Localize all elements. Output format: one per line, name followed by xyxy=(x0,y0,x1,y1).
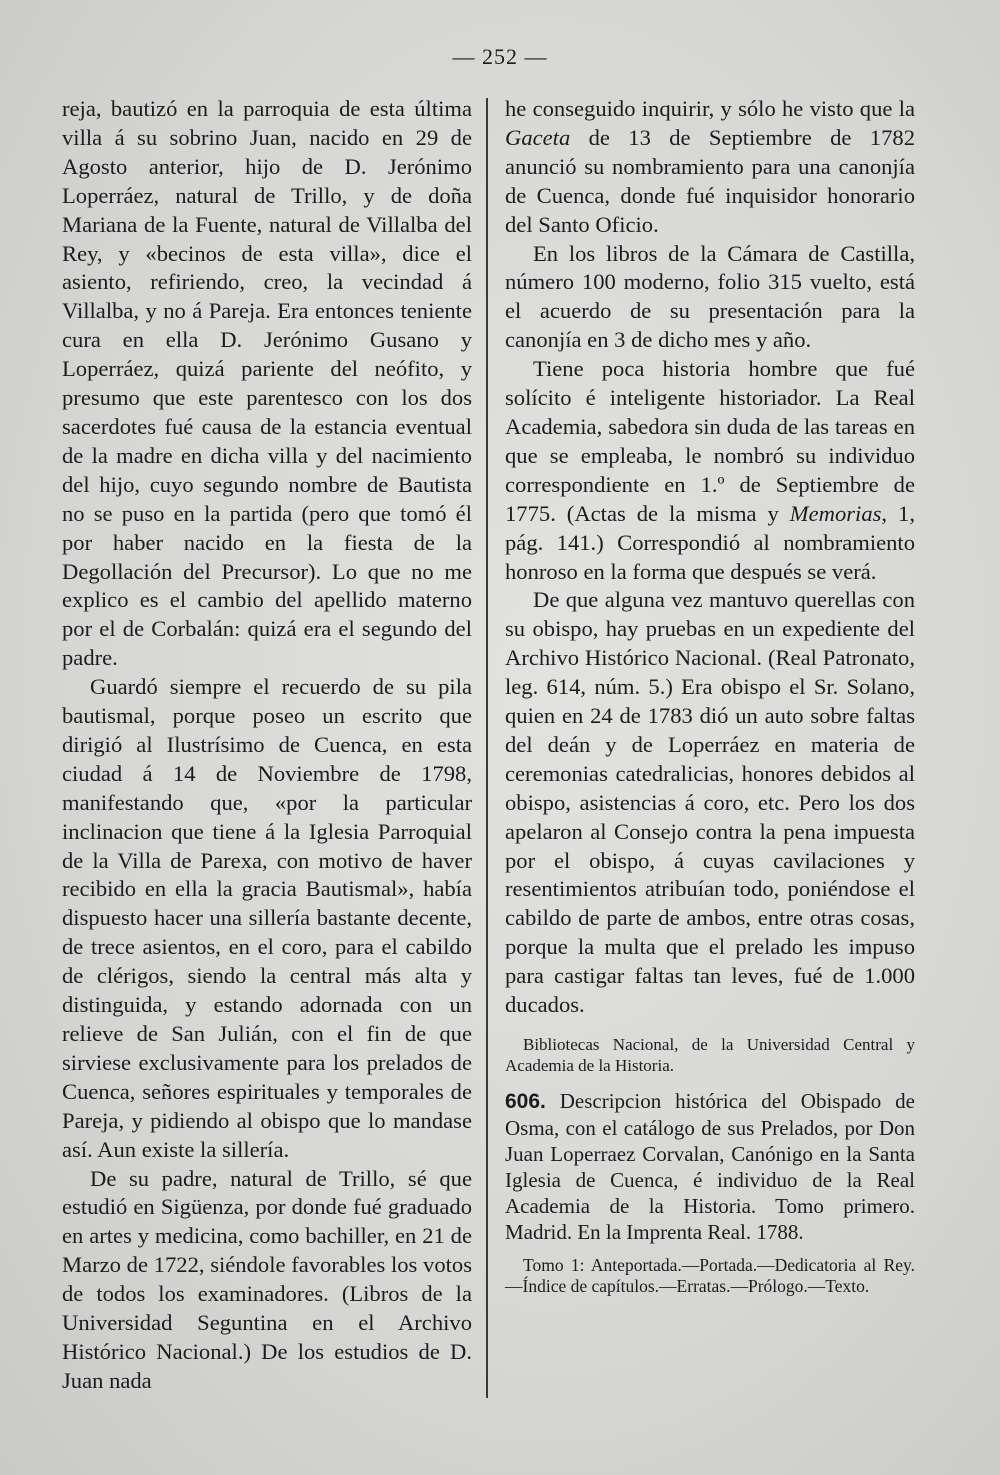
right-paragraph-2: En los libros de la Cámara de Castilla, número 100 moderno, folio 315 vuelto, está el acuerdo de su presentación para la canonjía en 3 de dicho mes y año. xyxy=(505,240,915,353)
right-p3-text-a: Tiene poca historia hombre que fué solícito é inteligente historiador. La Real Academia, sabedora sin duda de las tareas en que se empleaba, le nombró su individuo correspondiente en 1.º de Septiembre de 1775. (Actas de la misma y xyxy=(505,356,915,526)
right-p3-text-b: , 1, pág. 141.) Correspondió al nombramiento honroso en la forma que después se verá. xyxy=(505,500,915,584)
left-paragraph-3: De su padre, natural de Trillo, sé que estudió en Sigüenza, por donde fué graduado en artes y medicina, como bachiller, en 21 de Marzo de 1722, siéndole favorables los votos de todos los examinadores. (Libros de la Universidad Seguntina en el Archivo Histórico Nacional.) De los estudios de D. Juan nada xyxy=(62,1165,472,1393)
right-column xyxy=(505,95,915,1297)
volume-contents: Tomo 1: Anteportada.—Portada.—Dedicatoria al Rey.—Índice de capítulos.—Erratas.—Prólogo.—Texto. xyxy=(505,1255,915,1296)
entry-number: 606. xyxy=(505,1090,546,1113)
entry-text: Descripcion histórica del Obispado de Osma, con el catálogo de sus Prelados, por Don Juan Loperraez Corvalan, Canónigo en la Santa Iglesia de Cuenca, é individuo de la Real Academia de la Historia. Tomo primero. Madrid. En la Imprenta Real. 1788. xyxy=(505,1089,915,1244)
right-p1-text-a: he conseguido inquirir, y sólo he visto que la xyxy=(505,96,915,121)
library-sources: Bibliotecas Nacional, de la Universidad Central y Academia de la Historia. xyxy=(505,1035,915,1075)
left-paragraph-1: reja, bautizó en la parroquia de esta última villa á su sobrino Juan, nacido en 29 de Agosto anterior, hijo de D. Jerónimo Loperráez, natural de Trillo, y de doña Mariana de la Fuente, natural de Villalba del Rey, y «becinos de esta villa», dice el asiento, refiriendo, creo, la vecindad á Villalba, y no á Pareja. Era entonces teniente cura en ella D. Jerónimo Gusano y Loperráez, quizá pariente del neófito, y presumo que este parentesco con los dos sacerdotes fué causa de la estancia eventual de la madre en dicha villa y del nacimiento del hijo, cuyo segundo nombre de Bautista no se puso en la partida (pero que tomó él por haber nacido en la fiesta de la Degollación del Precursor). Lo que no me explico es el cambio del apellido materno por el de Corbalán: quizá era el segundo del padre. xyxy=(62,96,472,671)
right-p1-italic: Gaceta xyxy=(505,124,571,150)
column-divider xyxy=(486,98,488,1398)
bibliographic-entry xyxy=(505,1088,915,1245)
right-paragraph-4: De que alguna vez mantuvo querellas con su obispo, hay pruebas en un expediente del Archivo Histórico Nacional. (Real Patronato, leg. 614, núm. 5.) Era obispo el Sr. Solano, quien en 24 de 1783 dió un auto sobre faltas del deán y de Loperráez en materia de ceremonias catedralicias, honores debidos al obispo, asistencias á coro, etc. Pero los dos apelaron al Consejo contra la pena impuesta por el obispo, á cuyas cavilaciones y resentimientos atribuían todo, poniéndose el cabildo de parte de ambos, entre otras cosas, porque la multa que el prelado les impuso para castigar faltas tan leves, fué de 1.000 ducados. xyxy=(505,587,915,1018)
right-paragraph-1 xyxy=(505,95,915,240)
left-column xyxy=(62,95,472,1396)
right-paragraph-3 xyxy=(505,355,915,586)
page-number: — 252 — xyxy=(452,44,548,69)
right-p3-italic: Memorias xyxy=(789,500,882,526)
right-p1-text-b: de 13 de Septiembre de 1782 anunció su nombramiento para una canonjía de Cuenca, donde fué inquisidor honorario del Santo Oficio. xyxy=(505,124,915,237)
left-paragraph-2: Guardó siempre el recuerdo de su pila bautismal, porque poseo un escrito que dirigió al Ilustrísimo de Cuenca, en esta ciudad á 14 de Noviembre de 1798, manifestando que, «por la particular inclinacion que tiene á la Iglesia Parroquial de la Villa de Parexa, con motivo de haver recibido en ella la gracia Bautismal», había dispuesto hacer una sillería bastante decente, de trece asientos, en el coro, para el cabildo de clérigos, siendo la central más alta y distinguida, y estando adornada con un relieve de San Julián, con el fin de que sirviese exclusivamente para los prelados de Cuenca, señores espirituales y temporales de Pareja, y pidiendo al obispo que lo mandase así. Aun existe la sillería. xyxy=(62,674,472,1162)
